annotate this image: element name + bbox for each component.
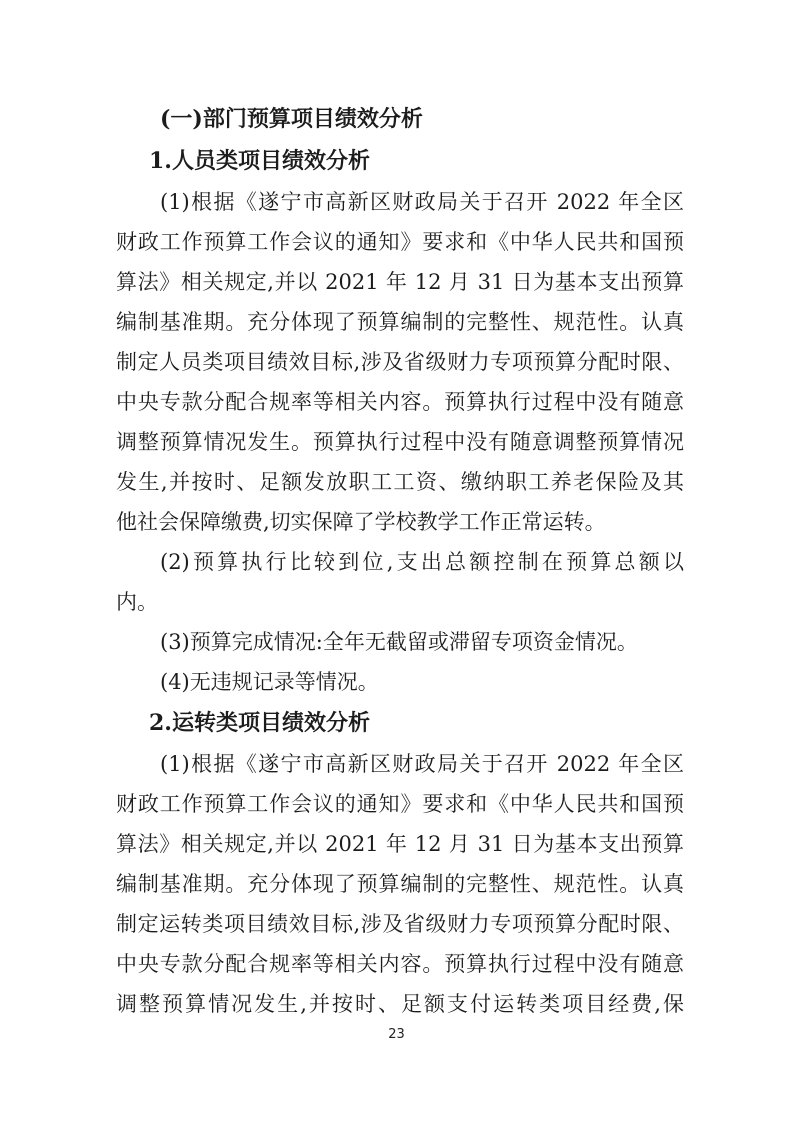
text-line: 中央专款分配合规率等相关内容。预算执行过程中没有随意 — [116, 390, 684, 414]
text-line: 发生,并按时、足额发放职工工资、缴纳职工养老保险及其 — [116, 470, 684, 494]
text-line: 制定人员类项目绩效目标,涉及省级财力专项预算分配时限、 — [116, 350, 684, 374]
text-line: 算法》相关规定,并以 2021 年 12 月 31 日为基本支出预算 — [116, 270, 684, 294]
text-line: 算法》相关规定,并以 2021 年 12 月 31 日为基本支出预算 — [116, 832, 684, 856]
text-line: 财政工作预算工作会议的通知》要求和《中华人民共和国预 — [116, 792, 684, 816]
text-line: 调整预算情况发生,并按时、足额支付运转类项目经费,保 — [116, 992, 684, 1016]
text-line: 编制基准期。充分体现了预算编制的完整性、规范性。认真 — [116, 310, 684, 334]
text-line: (4)无违规记录等情况。 — [160, 670, 379, 694]
section-heading-level1: (一)部门预算项目绩效分析 — [160, 106, 423, 132]
section-heading-level2: 1.人员类项目绩效分析 — [149, 148, 370, 174]
page-number: 23 — [388, 1027, 405, 1042]
text-line: (3)预算完成情况:全年无截留或滞留专项资金情况。 — [160, 630, 638, 654]
text-line: 中央专款分配合规率等相关内容。预算执行过程中没有随意 — [116, 952, 684, 976]
text-line: 调整预算情况发生。预算执行过程中没有随意调整预算情况 — [116, 430, 684, 454]
text-line: 财政工作预算工作会议的通知》要求和《中华人民共和国预 — [116, 230, 684, 254]
text-line: (1)根据《遂宁市高新区财政局关于召开 2022 年全区 — [160, 752, 684, 776]
section-heading-level2: 2.运转类项目绩效分析 — [149, 710, 370, 736]
text-line: 编制基准期。充分体现了预算编制的完整性、规范性。认真 — [116, 872, 684, 896]
text-content — [116, 98, 684, 1024]
text-line: 他社会保障缴费,切实保障了学校教学工作正常运转。 — [116, 510, 606, 534]
text-line: (1)根据《遂宁市高新区财政局关于召开 2022 年全区 — [160, 190, 684, 214]
text-line: 制定运转类项目绩效目标,涉及省级财力专项预算分配时限、 — [116, 912, 684, 936]
text-line: 内。 — [116, 590, 158, 614]
text-line: (2)预算执行比较到位,支出总额控制在预算总额以 — [160, 550, 684, 574]
